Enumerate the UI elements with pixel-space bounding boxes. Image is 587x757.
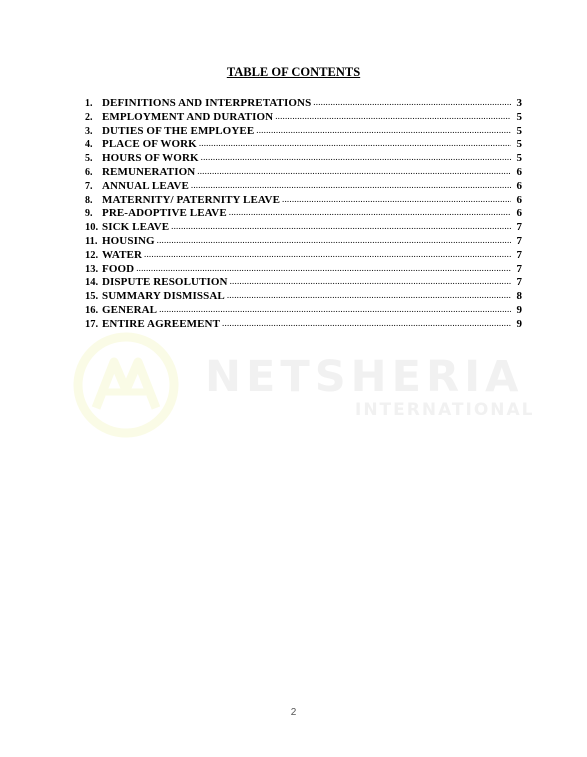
toc-entry-label: REMUNERATION [102, 165, 196, 178]
toc-entry[interactable] [85, 304, 522, 318]
toc-entry-number: 8. [85, 194, 93, 206]
toc-entry-label: MATERNITY/ PATERNITY LEAVE [102, 193, 281, 206]
toc-entry[interactable] [85, 221, 522, 235]
toc-entry[interactable] [85, 125, 522, 139]
toc-entry[interactable] [85, 290, 522, 304]
toc-entry[interactable] [85, 152, 522, 166]
toc-entry-label: SUMMARY DISMISSAL [102, 290, 225, 303]
toc-entry-number: 5. [85, 153, 93, 165]
toc-dot-leader [157, 234, 511, 248]
toc-entry-number: 17. [85, 318, 99, 330]
toc-entry-page: 8 [516, 290, 522, 303]
toc-entry-number: 10. [85, 222, 99, 234]
toc-dot-leader [197, 165, 511, 179]
toc-entry-page: 6 [516, 165, 522, 178]
toc-entry-label: DISPUTE RESOLUTION [102, 276, 228, 289]
toc-entry-number: 7. [85, 180, 93, 192]
toc-entry[interactable] [85, 166, 522, 180]
toc-dot-leader [201, 151, 511, 165]
toc-entry-number: 3. [85, 125, 93, 137]
toc-entry-number: 4. [85, 139, 93, 151]
toc-entry-number: 1. [85, 98, 93, 109]
toc-dot-leader [230, 275, 511, 289]
toc-entry-page: 7 [516, 276, 522, 289]
watermark-title: NETSHERIA [205, 352, 524, 402]
toc-entry-page: 6 [516, 179, 522, 192]
watermark [62, 330, 535, 440]
toc-entry-page: 5 [516, 138, 522, 151]
toc-entry[interactable] [85, 97, 522, 111]
toc-entry-label: PRE-ADOPTIVE LEAVE [102, 207, 227, 220]
toc-entry-label: DUTIES OF THE EMPLOYEE [102, 124, 255, 137]
toc-entry-label: SICK LEAVE [102, 221, 170, 234]
toc-entry-label: GENERAL [102, 303, 158, 316]
toc-dot-leader [313, 96, 511, 110]
toc-entry-number: 6. [85, 166, 93, 178]
toc-entry-page: 7 [516, 262, 522, 275]
toc-entry-page: 9 [516, 317, 522, 330]
toc-entry-number: 14. [85, 277, 99, 289]
toc-entry-page: 9 [516, 303, 522, 316]
toc-dot-leader [256, 124, 511, 138]
toc-entry-label: HOUSING [102, 234, 155, 247]
toc-entry-page: 5 [516, 110, 522, 123]
toc-entry-label: PLACE OF WORK [102, 138, 197, 151]
toc-entry[interactable] [85, 138, 522, 152]
toc-entry-page: 5 [516, 124, 522, 137]
page-number: 2 [290, 707, 297, 718]
toc-entry[interactable] [85, 180, 522, 194]
toc-entry-page: 5 [516, 152, 522, 165]
toc-entry[interactable] [85, 194, 522, 208]
toc-entry-page: 7 [516, 234, 522, 247]
toc-entry-page: 6 [516, 193, 522, 206]
toc-entry-number: 9. [85, 208, 93, 220]
toc-entry-number: 11. [85, 235, 98, 247]
toc-entry[interactable] [85, 249, 522, 263]
toc-entry-page: 7 [516, 248, 522, 261]
toc-entry[interactable] [85, 276, 522, 290]
toc-entry-number: 2. [85, 111, 93, 123]
toc-entry[interactable] [85, 318, 522, 332]
toc-dot-leader [171, 220, 511, 234]
toc-dot-leader [229, 206, 511, 220]
toc-entry-label: WATER [102, 248, 143, 261]
toc-entry-label: FOOD [102, 262, 135, 275]
toc-dot-leader [136, 262, 511, 276]
table-of-contents [85, 97, 522, 332]
toc-dot-leader [227, 289, 511, 303]
toc-entry-label: DEFINITIONS AND INTERPRETATIONS [102, 97, 312, 109]
toc-entry-page: 6 [516, 207, 522, 220]
toc-dot-leader [159, 303, 511, 317]
toc-dot-leader [199, 137, 511, 151]
toc-entry-label: ANNUAL LEAVE [102, 179, 189, 192]
toc-entry-label: HOURS OF WORK [102, 152, 199, 165]
toc-entry-number: 16. [85, 304, 99, 316]
toc-entry-number: 12. [85, 249, 99, 261]
toc-entry[interactable] [85, 263, 522, 277]
toc-entry-label: EMPLOYMENT AND DURATION [102, 110, 274, 123]
toc-entry-page: 3 [516, 97, 522, 109]
watermark-subtitle: INTERNATIONAL [355, 400, 535, 420]
toc-dot-leader [144, 248, 511, 262]
toc-entry-number: 13. [85, 263, 99, 275]
toc-entry[interactable] [85, 235, 522, 249]
toc-entry-label: ENTIRE AGREEMENT [102, 317, 221, 330]
toc-dot-leader [222, 317, 511, 331]
watermark-logo-icon [66, 330, 186, 440]
toc-entry[interactable] [85, 111, 522, 125]
toc-entry-page: 7 [516, 221, 522, 234]
toc-dot-leader [275, 110, 511, 124]
page-title: TABLE OF CONTENTS [226, 65, 361, 79]
toc-dot-leader [282, 193, 511, 207]
toc-entry[interactable] [85, 207, 522, 221]
toc-entry-number: 15. [85, 291, 99, 303]
toc-dot-leader [191, 179, 511, 193]
